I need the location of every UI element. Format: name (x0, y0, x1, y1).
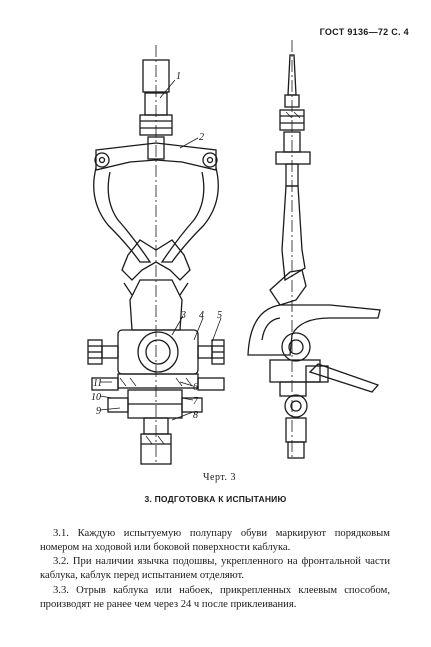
figure-caption: Черт. 3 (203, 472, 236, 483)
figure-label: 6 (193, 382, 198, 393)
figure-label: 11 (93, 378, 103, 389)
document-reference: ГОСТ 9136—72 С. 4 (319, 27, 409, 37)
paragraph-3-3: 3.3. Отрыв каблука или набоек, прикрепленных клеевым способом, производят не ранее чем через 24 ч после приклеивания. (40, 584, 390, 610)
figure-label: 8 (193, 410, 198, 421)
figure-label: 10 (91, 392, 101, 403)
figure-label: 5 (217, 310, 222, 321)
figure-label: 2 (199, 132, 204, 143)
section-title: 3. ПОДГОТОВКА К ИСПЫТАНИЮ (144, 494, 287, 504)
paragraph-3-2: 3.2. При наличии язычка подошвы, укрепленного на фронтальной части каблука, каблук перед испытанием отделяют. (40, 555, 390, 581)
figure-label: 3 (181, 310, 186, 321)
figure-label: 1 (176, 71, 181, 82)
figure-label: 4 (199, 310, 204, 321)
figure-label: 9 (96, 406, 101, 417)
paragraph-3-1: 3.1. Каждую испытуемую полупару обуви маркируют порядковым номером на ходовой или боковой поверхности каблука. (40, 527, 390, 553)
figure-label: 7 (193, 396, 198, 407)
